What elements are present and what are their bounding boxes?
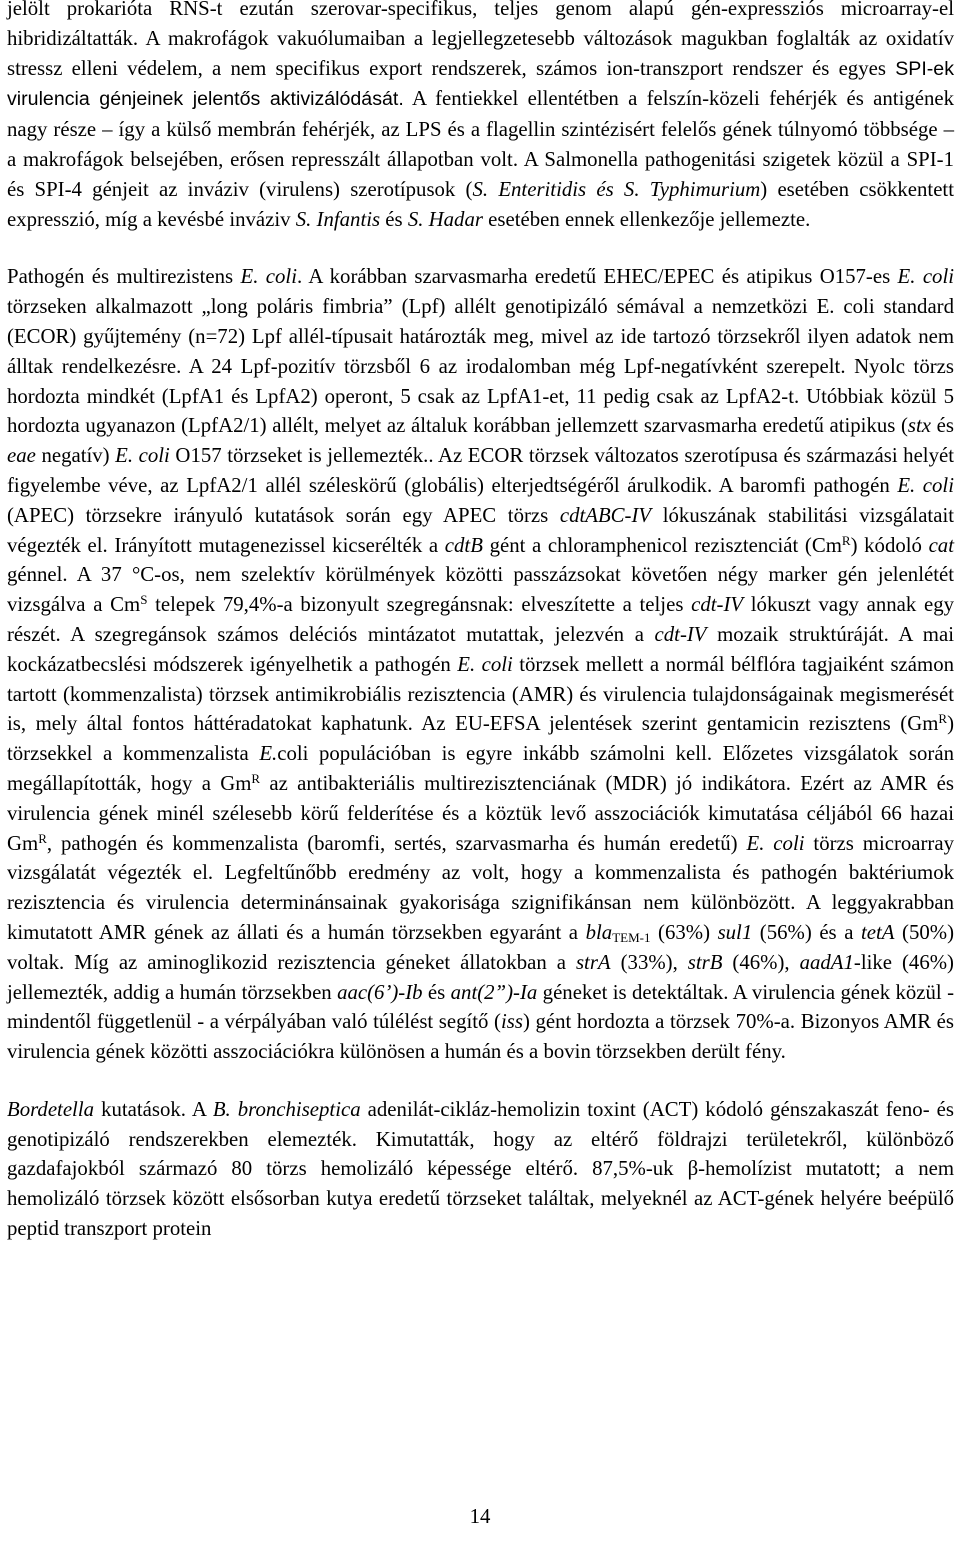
italic-text: E. coli [240,265,297,289]
italic-text: strB [687,950,723,974]
text-run: (33%), [610,950,688,974]
superscript-text: R [38,830,47,846]
text-run: (50%) voltak. Míg az aminoglikozid rezisztencia géneket állatokban a [7,920,955,974]
italic-text: stx [907,414,932,438]
superscript-text: S [140,592,148,608]
text-run: , pathogén és kommenzalista (baromfi, sertés, szarvasmarha és humán eredetű) [46,831,747,855]
text-run: mozaik struktúráját. A mai kockázatbecslési módszerek igényelhetik a pathogén [7,622,954,676]
text-run: ) törzsekkel a kommenzalista [7,712,954,766]
italic-text: aac(6’)-Ib [337,980,423,1004]
text-run: telepek 79,4%-a bizonyult szegregánsnak: elveszítette a teljes [147,593,692,617]
italic-text: cdt-IV [654,622,707,646]
paragraph-ecoli [7,262,954,1067]
italic-text: S. Hadar [407,207,483,231]
paragraph-bordetella [7,1095,954,1244]
text-run: ) gént hordozta a törzsek 70%-a. Bizonyos AMR és virulencia gének közötti asszociációkra különösen a humán és a bovin törzsekben derült fény. [7,1010,954,1064]
paragraph-salmonella [7,0,954,234]
text-run: és [931,414,954,438]
text-run: ) kódoló [850,533,929,557]
text-run: Pathogén és multirezistens [7,265,241,289]
text-run: O157 törzseket is jellemezték.. Az ECOR törzsek változatos szerotípusa és származási helyét figyelembe véve, az LpfA2/1 allél széleskörű (globális) elterjedtségéről árulkodik. A baromfi pathogén [7,444,954,497]
text-run: törzseken alkalmazott „long poláris fimbria” (Lpf) allélt genotipizáló sémával a nemzetközi E. coli standard (ECOR) gyűjtemény (n=72) Lpf allél-típusait határozták meg, mivel az ide tartozó törzsekről ilyen adatok nem álltak rendelkezésre. A 24 Lpf-pozitív törzsből 6 az irodalomban még Lpf-negatívként szerepelt. Nyolc törzs hordozta mindkét (LpfA1 és LpfA2) operont, 5 csak az LpfA1-et, 11 pedig csak az LpfA2-t. Utóbbiak közül 5 hordozta ugyanazon (LpfA2/1) allélt, melyet az általuk korábban jellemzett szarvasmarha eredetű atipikus ( [7,295,954,438]
italic-text: ant(2”)-Ia [450,980,538,1004]
text-run: ) esetében csökkentett expresszió, míg a kevésbé inváziv [7,177,954,231]
italic-text: sul1 [717,920,753,944]
italic-text: S. Infantis [295,207,381,231]
superscript-text: R [841,532,851,548]
italic-text: E. coli [115,444,170,468]
italic-text: B. bronchiseptica [212,1097,361,1121]
superscript-text: R [251,770,261,786]
text-run: lókuszának stabilitási vizsgálatait végezték el. Irányított mutagenezissel kicserélték a [7,503,954,557]
text-run: törzsek mellett a normál bélflóra tagjaiként számon tartott (kommenzalista) törzsek antimikrobiális rezisztencia (AMR) és virulencia tulajdonságainak megismerését is, mely által fontos háttéradatokat kaphatunk. Az EU-EFSA jelentések szerint gentamicin rezisztens (Gm [7,652,954,736]
text-run: (46%), [722,950,800,974]
text-run: (APEC) törzsekre irányuló kutatások során egy APEC törzs [7,503,560,527]
italic-text: iss [500,1010,523,1034]
italic-text: E. [259,742,278,766]
italic-text: Bordetella [7,1097,95,1121]
subscript-text: TEM-1 [612,929,651,945]
italic-text: cdtABC-IV [559,503,652,527]
sans-text: SPI-ek virulencia génjeinek jelentős aktivizálódását. [7,57,954,111]
text-run: coli populációban is egyre inkább számolni kell. Előzetes vizsgálatok során megállapították, hogy a Gm [7,742,954,795]
italic-text: eae [7,444,36,468]
text-run: -like (46%) jellemezték, addig a humán törzsekben [7,950,954,1004]
italic-text: tetA [861,920,895,944]
italic-text: E. coli [457,652,513,676]
text-run: az antibakteriális multirezisztenciának (MDR) jó indikátora. Ezért az AMR és virulencia gének minél szélesebb körű felderítése és a köztük levő asszociációk kimutatása céljából 66 hazai Gm [7,771,954,855]
text-run: adenilát-cikláz-hemolizin toxint (ACT) kódoló génszakaszát feno- és genotipizáló rendszerekben elemezték. Kimutatták, hogy az eltérő földrajzi területekről, különböző gazdafajokból származó 80 törzs hemolizáló képessége eltérő. 87,5%-uk β-hemolízist mutatott; a nem hemolizáló törzsek között elsősorban kutya eredetű törzseket találtak, melyeknél az ACT-gének helyére beépülő peptid transzport protein [7,1097,954,1241]
text-run: törzs microarray vizsgálatát végezték el. Legfeltűnőbb eredmény az volt, hogy a kommenzalista és pathogén baktériumok rezisztencia és virulencia determinánsainak gyakorisága szignifikánsan nem különbözött. A leggyakrabban kimutatott AMR gének az állati és a humán törzsekben egyaránt a [7,831,954,944]
text-run: jelölt prokarióta RNS-t ezután szerovar-specifikus, teljes genom alapú gén-expressziós microarray-el hibridizáltatták. A makrofágok vakuólumaiban a legjellegzetesebb változások magukban foglalták az oxidatív stressz elleni védelem, a nem specifikus export rendszerek, számos ion-transzport rendszer és egyes [7,0,954,80]
text-run: gént a chloramphenicol rezisztenciát (Cm [482,533,842,557]
italic-text: cat [928,533,954,557]
text-run: génnel. A 37 °C-os, nem szelektív körülmények közötti passzázsokat követően négy marker gén jelenlétét vizsgálva a Cm [7,563,954,617]
text-run: lókuszt vagy annak egy részét. A szegregánsok számos deléciós mintázatot mutattak, jelezvén a [7,593,955,646]
italic-text: bla [585,920,613,944]
italic-text: E. coli [897,265,955,289]
italic-text: cdt-IV [691,593,744,617]
italic-text: E. coli [746,831,805,855]
italic-text: S. Enteritidis és S. Typhimurium [472,177,761,201]
italic-text: E. coli [897,473,954,497]
text-run: géneket is detektáltak. A virulencia gének közül - mindentől függetlenül - a vérpályában való túlélést segítő ( [7,980,955,1034]
italic-text: strA [575,950,611,974]
italic-text: cdtB [444,533,483,557]
text-run: kutatások. A [94,1097,213,1121]
superscript-text: R [938,711,948,727]
text-run: (56%) és a [752,920,861,944]
italic-text: aadA1 [799,950,854,974]
text-run: . A korábban szarvasmarha eredetű EHEC/EPEC és atipikus O157-es [296,265,898,289]
text-run: és [380,207,408,231]
document-page [7,0,954,1244]
text-run: esetében ennek ellenkezője jellemezte. [482,207,811,231]
page-number: 14 [469,1505,491,1528]
text-run: A fentiekkel ellentétben a felszín-közeli fehérjék és antigének nagy része – így a külső membrán fehérjék, az LPS és a flagellin szintézisért felelős gének túlnyomó többsége – a makrofágok belsejében, erősen represszált állapotban volt. A Salmonella pathogenitási szigetek közül a SPI-1 és SPI-4 génjeit az inváziv (virulens) szerotípusok ( [7,87,954,201]
text-run: és [422,980,451,1004]
text-run: (63%) [650,920,718,944]
text-run: negatív) [35,444,116,468]
